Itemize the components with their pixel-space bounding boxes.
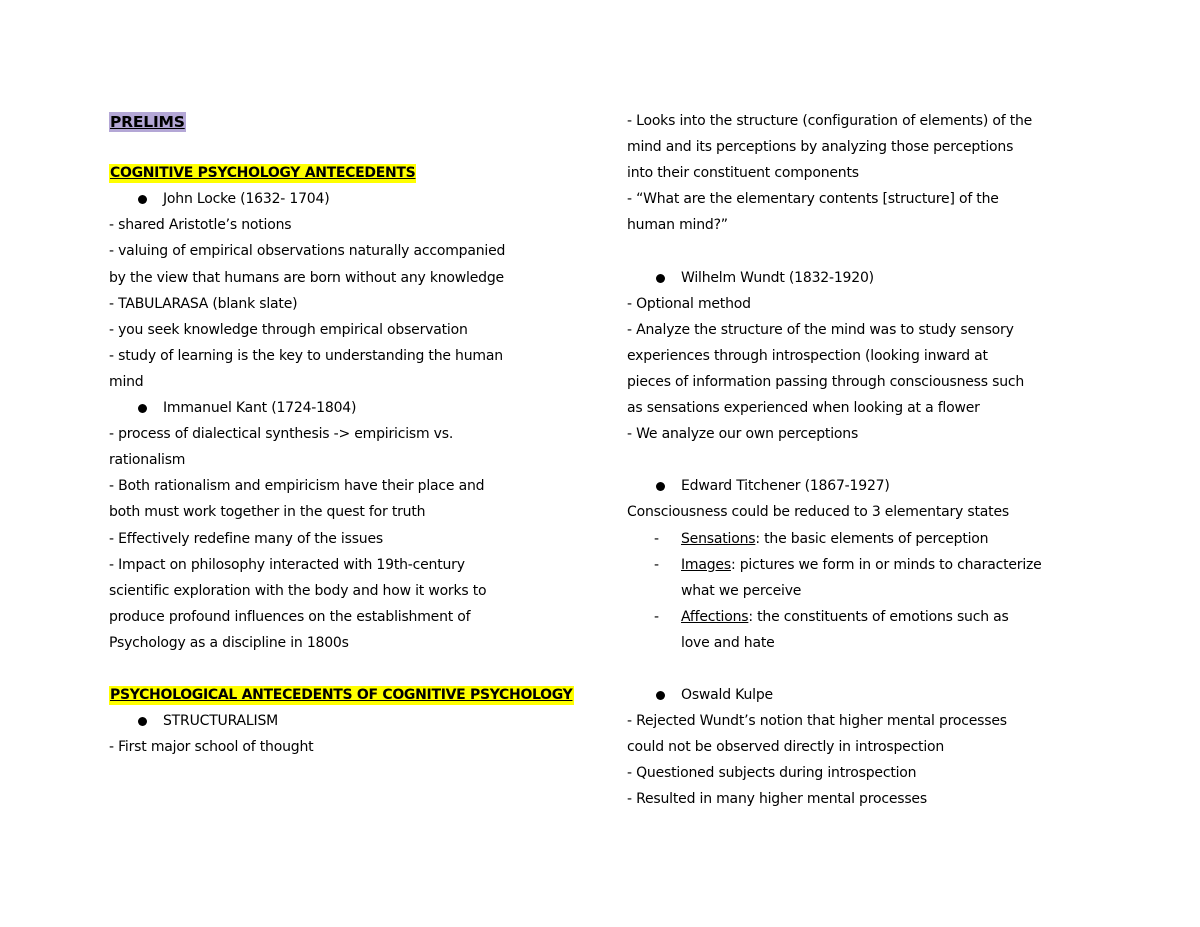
title-line <box>109 108 579 134</box>
dash-item-continuation <box>627 630 1097 656</box>
bullet-label: John Locke (1632- 1704) <box>163 191 330 208</box>
bullet-label: Immanuel Kant (1724-1804) <box>163 400 357 417</box>
text-line: - “What are the elementary contents [structure] of the <box>627 191 999 208</box>
text-line: - you seek knowledge through empirical observation <box>109 321 468 338</box>
section-heading-psychological-antecedents: PSYCHOLOGICAL ANTECEDENTS OF COGNITIVE PSYCHOLOGY <box>110 687 573 704</box>
bullet-icon <box>656 482 665 491</box>
right-column <box>627 108 1097 813</box>
text-line: both must work together in the quest for truth <box>109 504 426 521</box>
text-line: into their constituent components <box>627 165 859 182</box>
text-line: could not be observed directly in introspection <box>627 739 945 756</box>
text-line: - Effectively redefine many of the issues <box>109 530 383 547</box>
bullet-kulpe <box>627 682 1097 708</box>
text-line: - Resulted in many higher mental processes <box>627 791 927 808</box>
text-line: pieces of information passing through consciousness such <box>627 373 1025 390</box>
text-line: - Questioned subjects during introspection <box>627 765 917 782</box>
text-line: - Looks into the structure (configuration of elements) of the <box>627 113 1033 129</box>
text-line: - Both rationalism and empiricism have their place and <box>109 478 485 495</box>
page-title: PRELIMS <box>110 113 185 131</box>
definition-text: : pictures we form in or minds to characterize <box>730 556 1042 573</box>
text-line: mind and its perceptions by analyzing those perceptions <box>627 139 1014 156</box>
text-line: rationalism <box>109 452 186 469</box>
dash-marker: - <box>654 556 659 573</box>
text-line: human mind?” <box>627 217 728 234</box>
bullet-icon <box>656 274 665 283</box>
bullet-icon <box>656 691 665 700</box>
bullet-structuralism <box>109 708 579 734</box>
text-line: mind <box>109 373 144 390</box>
text-line: - valuing of empirical observations naturally accompanied <box>109 243 506 260</box>
bullet-label: Edward Titchener (1867-1927) <box>681 478 890 495</box>
bullet-icon <box>138 717 147 726</box>
dash-item-sensations <box>627 526 1097 552</box>
bullet-titchener <box>627 473 1097 499</box>
bullet-label: STRUCTURALISM <box>163 713 279 730</box>
bullet-icon <box>138 404 147 413</box>
text-line: - study of learning is the key to understanding the human <box>109 347 503 364</box>
term-images: Images <box>681 556 731 573</box>
bullet-locke <box>109 186 579 212</box>
text-line: - process of dialectical synthesis -> empiricism vs. <box>109 426 454 443</box>
heading-line <box>109 682 579 708</box>
dash-marker: - <box>654 530 659 547</box>
text-line: - First major school of thought <box>109 739 314 756</box>
term-affections: Affections <box>681 608 749 625</box>
text-line: - Analyze the structure of the mind was to study sensory <box>627 321 1014 338</box>
text-line: produce profound influences on the establishment of <box>109 608 471 625</box>
bullet-label: Wilhelm Wundt (1832-1920) <box>681 269 874 286</box>
text-line: experiences through introspection (looking inward at <box>627 347 988 364</box>
text-line: Consciousness could be reduced to 3 elementary states <box>627 504 1009 521</box>
text-line: - shared Aristotle’s notions <box>109 217 292 234</box>
text-line: - Impact on philosophy interacted with 19th-century <box>109 556 465 573</box>
bullet-kant <box>109 395 579 421</box>
text-line: - Rejected Wundt’s notion that higher mental processes <box>627 713 1007 730</box>
bullet-wundt <box>627 265 1097 291</box>
text-line: - Optional method <box>627 295 751 312</box>
text-line: Psychology as a discipline in 1800s <box>109 634 349 651</box>
dash-marker: - <box>654 608 659 625</box>
text-line: scientific exploration with the body and how it works to <box>109 582 487 599</box>
bullet-label: Oswald Kulpe <box>681 687 773 704</box>
text-line: - We analyze our own perceptions <box>627 426 859 443</box>
section-heading-cognitive-antecedents: COGNITIVE PSYCHOLOGY ANTECEDENTS <box>110 165 416 182</box>
left-column <box>109 108 579 760</box>
text-line: as sensations experienced when looking at a flower <box>627 400 980 417</box>
definition-text: : the basic elements of perception <box>755 530 989 547</box>
bullet-icon <box>138 195 147 204</box>
dash-item-continuation <box>627 578 1097 604</box>
definition-text: : the constituents of emotions such as <box>748 608 1009 625</box>
dash-item-images <box>627 552 1097 578</box>
definition-text: what we perceive <box>681 582 802 599</box>
dash-item-affections <box>627 604 1097 630</box>
heading-line <box>109 160 579 186</box>
term-sensations: Sensations <box>681 530 756 547</box>
text-line: - TABULARASA (blank slate) <box>109 295 298 312</box>
definition-text: love and hate <box>681 634 775 651</box>
text-line: by the view that humans are born without any knowledge <box>109 269 504 286</box>
